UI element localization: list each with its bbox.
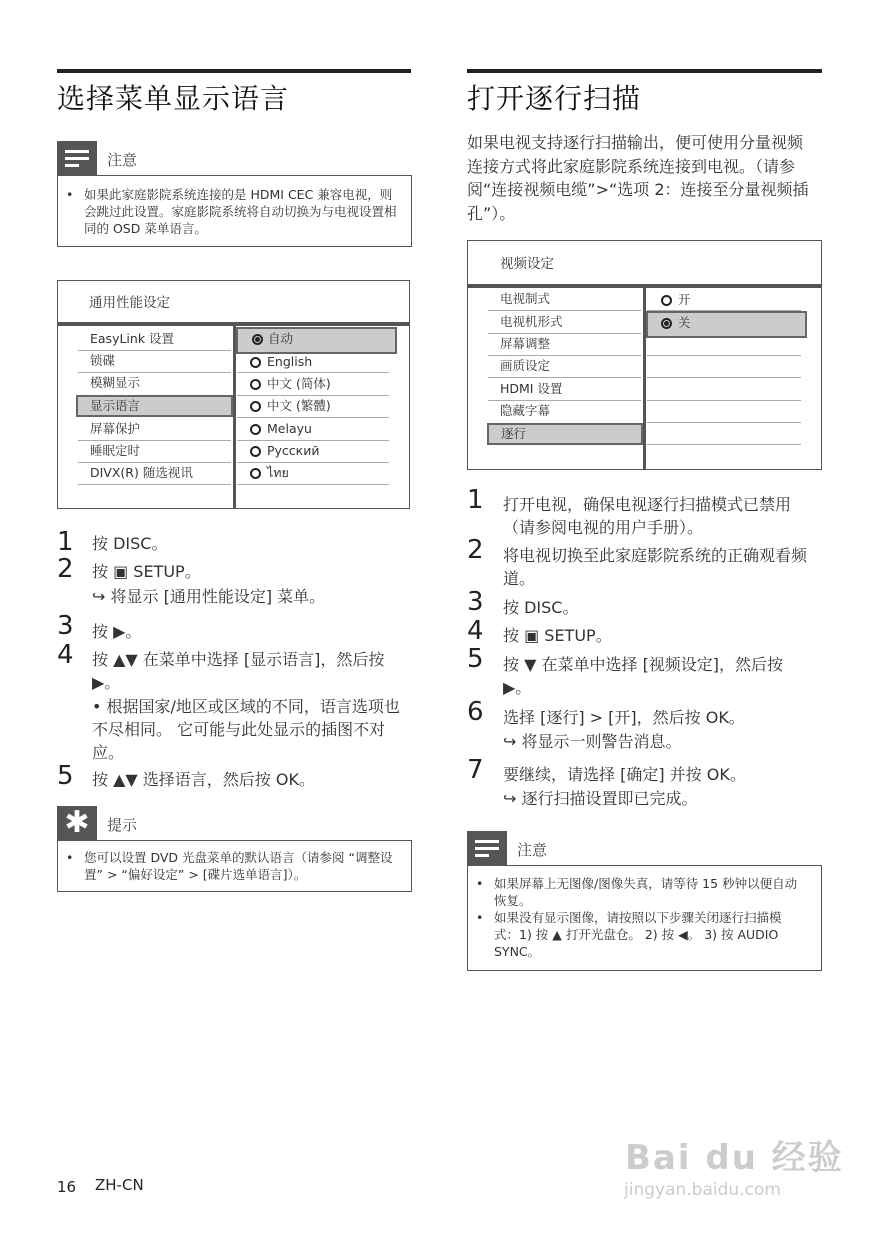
menu-item[interactable]: 锁碟 [90, 353, 116, 368]
watermark-logo: Bai du 经验 [625, 1138, 844, 1178]
step-text: 按 ▼ 在菜单中选择 [视频设定]，然后按 ▶。 [503, 655, 784, 697]
step-result: ↪ 将显示 [通用性能设定] 菜单。 [92, 587, 326, 606]
note-icon [467, 831, 507, 865]
right-section-title: 打开逐行扫描 [467, 82, 642, 115]
step-text: 按 ▲▼ 选择语言，然后按 OK。 [92, 770, 315, 789]
note-icon [57, 141, 97, 175]
option[interactable]: ไทย [250, 462, 390, 484]
right-note-box: • 如果屏幕上无图像/图像失真，请等待 15 秒钟以便自动恢复。 • 如果没有显示图像，请按照以下步骤关闭逐行扫描模式：1) 按 ▲ 打开光盘仓。 2) 按 ◀。 3) 按 AUDIO SYNC。 [467, 865, 822, 971]
option[interactable]: Русский [250, 440, 390, 462]
step-substep: • 根据国家/地区或区域的不同，语言选项也不尽相同。 它可能与此处显示的插图不对应。 [92, 697, 400, 762]
step-number: 5 [57, 761, 74, 791]
left-title-rule [57, 69, 411, 73]
option[interactable]: 中文 (繁體) [250, 395, 390, 417]
menu-item[interactable]: 模糊显示 [90, 375, 141, 390]
left-section-title: 选择菜单显示语言 [57, 82, 290, 115]
menu-item[interactable]: 屏幕保护 [90, 421, 141, 436]
option[interactable]: English [250, 351, 390, 373]
menu-item[interactable]: 画质设定 [500, 358, 551, 373]
menu-item[interactable]: DIVX(R) 随选视讯 [90, 465, 193, 480]
step-text: 按 ▶。 [92, 622, 142, 641]
step-number: 4 [467, 616, 484, 646]
option-selected[interactable]: 关 [646, 311, 807, 338]
step-number: 2 [467, 535, 484, 565]
step-text: 要继续，请选择 [确定] 并按 OK。 [503, 765, 746, 784]
step-text: 按 DISC。 [503, 598, 579, 617]
tip-box: • 您可以设置 DVD 光盘菜单的默认语言（请参阅 “调整设置” > “偏好设定” > [碟片选单语言]）。 [57, 840, 412, 892]
menu-item[interactable]: HDMI 设置 [500, 381, 563, 396]
menu-item[interactable]: 隐藏字幕 [500, 403, 551, 418]
option[interactable]: Melayu [250, 418, 390, 440]
option[interactable]: 中文 (简体) [250, 373, 390, 395]
step-number: 5 [467, 644, 484, 674]
step-text: 按 DISC。 [92, 534, 168, 553]
menu-item[interactable]: 屏幕调整 [500, 336, 551, 351]
option-selected[interactable]: 自动 [236, 327, 397, 354]
step-number: 1 [57, 527, 74, 557]
menu-item-selected[interactable]: 显示语言 [76, 395, 233, 417]
step-text: 按 ▲▼ 在菜单中选择 [显示语言]，然后按 ▶。 [92, 650, 385, 692]
step-number: 4 [57, 640, 74, 670]
watermark-url: jingyan.baidu.com [624, 1180, 781, 1200]
language-code: ZH-CN [95, 1176, 144, 1194]
menu-title: 通用性能设定 [89, 295, 170, 311]
step-text: 按 ▣ SETUP。 [92, 562, 201, 581]
right-title-rule [467, 69, 822, 73]
menu-item[interactable]: 电视制式 [500, 291, 551, 306]
step-number: 3 [57, 611, 74, 641]
left-note-box: • 如果此家庭影院系统连接的是 HDMI CEC 兼容电视，则会跳过此设置。家庭影院系统将自动切换为与电视设置相同的 OSD 菜单语言。 [57, 175, 412, 247]
note-title: 注意 [517, 841, 548, 859]
page-number: 16 [57, 1178, 77, 1196]
step-number: 1 [467, 485, 484, 515]
tip-title: 提示 [107, 816, 138, 834]
step-result: ↪ 逐行扫描设置即已完成。 [503, 789, 698, 808]
step-number: 7 [467, 755, 484, 785]
menu-item[interactable]: EasyLink 设置 [90, 331, 175, 346]
option[interactable]: 开 [661, 289, 801, 311]
menu-item-selected[interactable]: 逐行 [487, 423, 643, 445]
note-title: 注意 [107, 151, 138, 169]
menu-item[interactable]: 睡眠定时 [90, 443, 141, 458]
step-number: 6 [467, 697, 484, 727]
step-text: 选择 [逐行] > [开]，然后按 OK。 [503, 708, 745, 727]
step-number: 3 [467, 587, 484, 617]
menu-title: 视频设定 [500, 256, 554, 272]
menu-item[interactable]: 电视机形式 [500, 314, 563, 329]
step-text: 将电视切换至此家庭影院系统的正确观看频道。 [503, 546, 808, 588]
intro-paragraph: 如果电视支持逐行扫描输出，便可使用分量视频连接方式将此家庭影院系统连接到电视。（请参阅“连接视频电缆”>“选项 2：连接至分量视频插孔”）。 [467, 133, 809, 223]
step-text: 按 ▣ SETUP。 [503, 626, 612, 645]
step-result: ↪ 将显示一则警告消息。 [503, 732, 682, 751]
step-number: 2 [57, 554, 74, 584]
step-text: 打开电视，确保电视逐行扫描模式已禁用（请参阅电视的用户手册）。 [503, 495, 792, 537]
tip-icon: ✱ [57, 806, 97, 840]
